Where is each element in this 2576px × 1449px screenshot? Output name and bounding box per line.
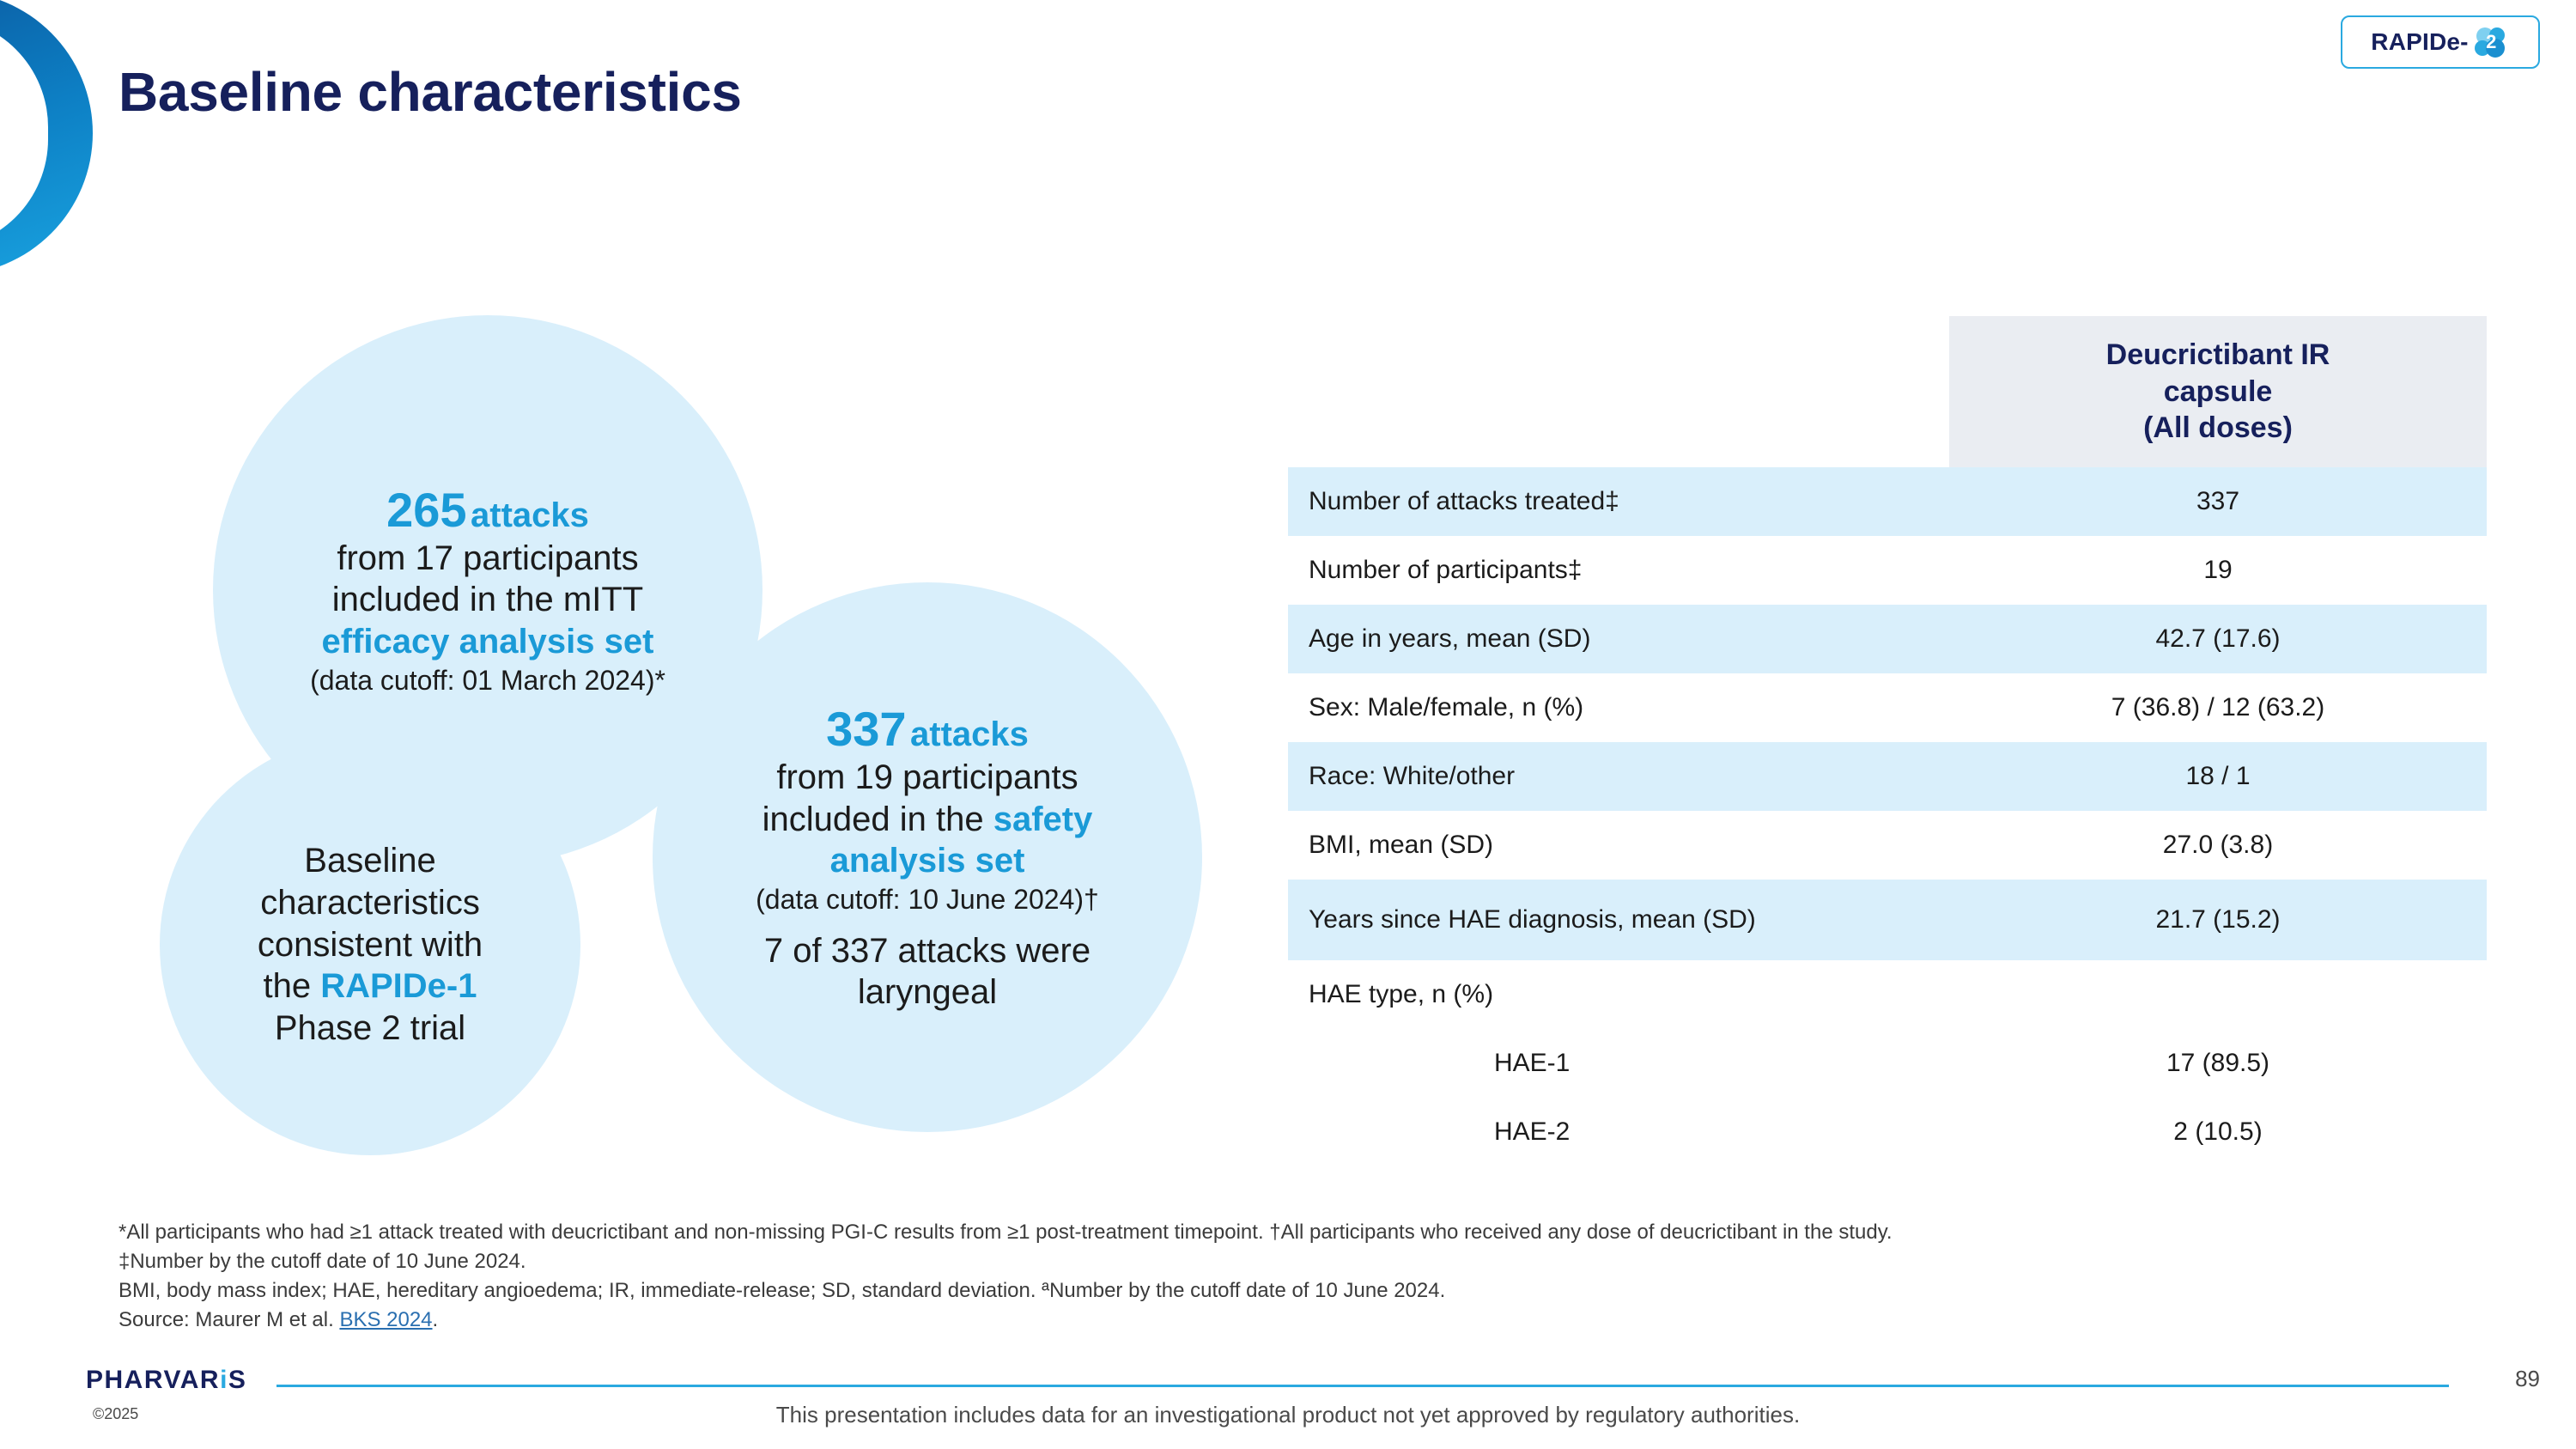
bubble-efficacy-line2: from 17 participants [337,539,639,577]
bubble-efficacy-highlight: efficacy analysis set [321,623,654,661]
bubble-baseline-line1: Baseline [304,842,436,880]
table-row [1288,536,2487,605]
bubble-safety-line2: from 19 participants [776,758,1078,796]
table-row [1288,673,2487,742]
footnotes [118,1218,2437,1335]
bubble-baseline-line3: consistent with [257,925,483,964]
pharvaris-logo-dot: i [220,1366,228,1394]
footer-disclaimer: This presentation includes data for an investigational product not yet approved by regulatory authorities. [775,1402,1801,1428]
baseline-characteristics-table [1288,316,2487,1166]
bubble-baseline-line4-pre: the [263,967,321,1006]
source-link[interactable]: BKS 2024 [339,1308,433,1332]
row-value: 42.7 (17.6) [1949,605,2487,673]
table-row [1288,1098,2487,1166]
row-value: 2 (10.5) [1949,1098,2487,1166]
table-header-row [1288,316,2487,467]
bubble-safety-cutoff: (data cutoff: 10 June 2024)† [756,884,1099,916]
table-row [1288,1029,2487,1098]
row-value: 7 (36.8) / 12 (63.2) [1949,673,2487,742]
bubble-safety-extra2: laryngeal [857,973,998,1012]
row-label: Sex: Male/female, n (%) [1288,673,1949,742]
bubble-efficacy-headline [310,482,665,538]
row-value: 17 (89.5) [1949,1029,2487,1098]
page-number: 89 [2515,1366,2540,1391]
table-header-label [1288,316,1949,467]
table-body [1288,467,2487,1166]
bubble-baseline-line5: Phase 2 trial [274,1009,466,1048]
table-row [1288,605,2487,673]
bubble-baseline-line4-highlight: RAPIDe-1 [320,967,477,1006]
bubble-efficacy-number: 265 [386,482,467,537]
bubble-efficacy-content [260,482,715,699]
footer-divider [276,1385,2449,1387]
bubble-safety-number-suffix: attacks [910,715,1029,753]
table-header-value-line3: (All doses) [2143,411,2293,444]
footnote-line-2: ‡Number by the cutoff date of 10 June 2024. [118,1250,526,1274]
table-header-value-line2: capsule [2163,374,2273,408]
copyright: ©2025 [93,1405,139,1422]
bubble-safety-line3-pre: included in the [762,800,993,838]
footnote-line-3: BMI, body mass index; HAE, hereditary angioedema; IR, immediate-release; SD, standard deviation. ªNumber by the cutoff date of 10 June 2024. [118,1279,1446,1303]
table-row [1288,467,2487,536]
pharvaris-logo [86,1366,246,1395]
footnote-source-prefix: Source: Maurer M et al. [118,1308,340,1332]
row-label: Number of participants‡ [1288,536,1949,605]
row-value: 21.7 (15.2) [1949,880,2487,960]
row-label: HAE-2 [1288,1098,1949,1166]
bubble-baseline [160,734,580,1155]
bubble-safety-line3 [756,799,1099,841]
page-title: Baseline characteristics [118,61,742,123]
table-header-value-line1: Deucrictibant IR [2105,338,2330,371]
bubble-baseline-line2: characteristics [260,883,480,922]
row-value: 337 [1949,467,2487,536]
logo-badge-icon [2472,25,2510,59]
pharvaris-logo-post: S [228,1366,247,1394]
table-row [1288,811,2487,880]
bubble-safety-headline [756,701,1099,757]
row-label: Race: White/other [1288,742,1949,811]
footnote-line-1: *All participants who had ≥1 attack treated with deucrictibant and non-missing PGI-C results from ≥1 post-treatment timepoint. †All participants who received any dose of deucrictibant in the study. [118,1221,1893,1244]
row-label: Years since HAE diagnosis, mean (SD) [1288,880,1949,960]
row-label: Age in years, mean (SD) [1288,605,1949,673]
bubble-efficacy-number-suffix: attacks [471,496,589,534]
row-value: 19 [1949,536,2487,605]
logo-text: RAPIDe- [2371,28,2469,55]
pharvaris-logo-pre: PHARVAR [86,1366,221,1394]
bubble-safety-number: 337 [826,701,907,756]
logo-badge-number: 2 [2486,31,2497,52]
bubble-baseline-content [208,840,532,1050]
bubble-safety-line4-highlight: analysis set [829,842,1025,880]
row-label: HAE-1 [1288,1029,1949,1098]
bubble-efficacy-line3: included in the mITT [331,581,644,619]
row-value: 27.0 (3.8) [1949,811,2487,880]
bubble-safety-line3-highlight: safety [993,800,1093,838]
bubble-baseline-line4 [258,965,483,1008]
table-header-value [1949,316,2487,467]
rapide2-logo [2341,15,2540,69]
row-label: HAE type, n (%) [1288,960,1949,1029]
bubble-efficacy-cutoff: (data cutoff: 01 March 2024)* [310,664,665,696]
table-row [1288,880,2487,960]
footnote-source [118,1306,2437,1335]
table-row [1288,960,2487,1029]
bubble-safety-content [706,701,1149,1014]
table-row [1288,742,2487,811]
bubble-safety [653,582,1202,1132]
row-value: 18 / 1 [1949,742,2487,811]
row-value [1949,960,2487,1029]
footnote-source-suffix: . [432,1308,439,1332]
row-label: Number of attacks treated‡ [1288,467,1949,536]
row-label: BMI, mean (SD) [1288,811,1949,880]
bubble-safety-extra1: 7 of 337 attacks were [763,931,1091,970]
